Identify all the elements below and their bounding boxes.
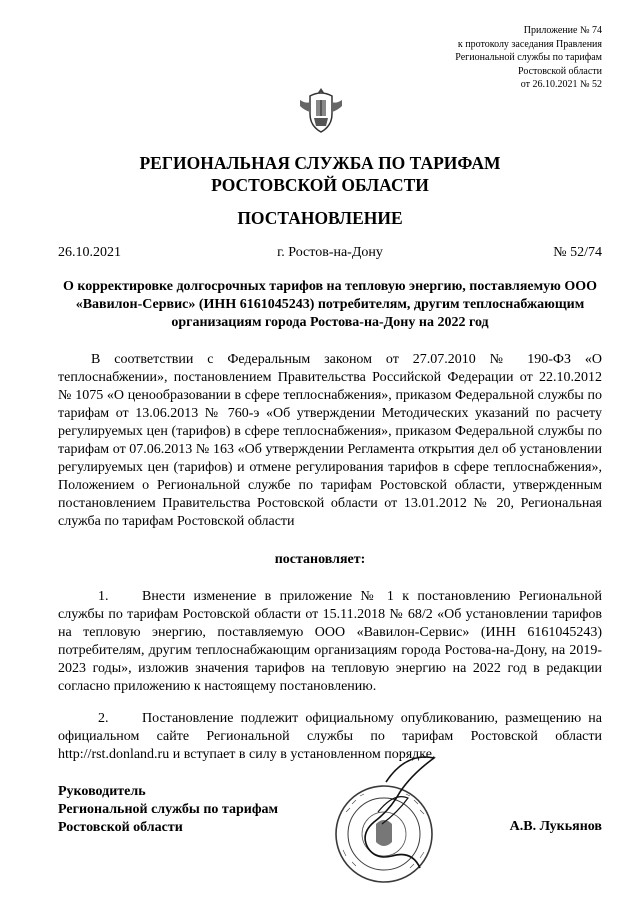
document-type: ПОСТАНОВЛЕНИЕ bbox=[237, 208, 403, 228]
item-number: 1. bbox=[98, 589, 109, 604]
official-seal-stamp bbox=[316, 752, 446, 887]
document-city: г. Ростов-на-Дону bbox=[277, 245, 383, 260]
document-number: № 52/74 bbox=[553, 245, 602, 260]
resolution-item bbox=[58, 588, 602, 696]
annex-line: к протоколу заседания Правления bbox=[457, 38, 602, 50]
item-text: Постановление подлежит официальному опубликованию, размещению на официальном сайте Региональной службы по тарифам Ростовской области http://rst.donland.ru и вступает в силу в установленном порядке. bbox=[58, 711, 602, 762]
signatory-position bbox=[58, 783, 278, 837]
annex-line: от 26.10.2021 № 52 bbox=[520, 79, 602, 90]
position-line: Ростовской области bbox=[58, 820, 183, 835]
agency-title-line: РОСТОВСКОЙ ОБЛАСТИ bbox=[211, 175, 429, 195]
agency-title bbox=[0, 152, 640, 196]
document-date: 26.10.2021 bbox=[58, 245, 121, 260]
annex-line: Приложение № 74 bbox=[523, 25, 602, 36]
position-line: Региональной службы по тарифам bbox=[58, 802, 279, 817]
item-text: Внести изменение в приложение № 1 к постановлению Региональной службы по тарифам Ростовской области от 15.11.2018 № 68/2 «Об установлении тарифов на тепловую энергию, поставляемую ООО «Вавилон-Сервис» (ИНН 6161045243) потребителям, другим теплоснабжающим организациям города Ростова-на-Дону, на 2019-2023 годы», изложив значения тарифов на тепловую энергию на 2022 год в редакции согласно приложению к настоящему постановлению. bbox=[58, 589, 602, 694]
agency-title-line: РЕГИОНАЛЬНАЯ СЛУЖБА ПО ТАРИФАМ bbox=[139, 153, 501, 173]
document-subject: О корректировке долгосрочных тарифов на тепловую энергию, поставляемую ООО «Вавилон-Сервис» (ИНН 6161045243) потребителям, другим теплоснабжающим организациям города Ростова-на-Дону на 2022 год bbox=[62, 279, 598, 330]
coat-of-arms-emblem bbox=[296, 86, 346, 136]
signer-name: А.В. Лукьянов bbox=[509, 819, 602, 834]
annex-line: Региональной службы по тарифам bbox=[455, 52, 602, 63]
annex-note bbox=[455, 24, 602, 92]
position-line: Руководитель bbox=[58, 784, 146, 799]
resolves-heading: постановляет: bbox=[274, 552, 366, 567]
annex-line: Ростовской области bbox=[518, 65, 602, 77]
item-number: 2. bbox=[98, 711, 109, 726]
preamble-paragraph: В соответствии с Федеральным законом от 27.07.2010 № 190-ФЗ «О теплоснабжении», постановлением Правительства Российской Федерации от 22.10.2012 № 1075 «О ценообразовании в сфере теплоснабжения», приказом Федеральной службы по тарифам от 13.06.2013 № 760-э «Об утверждении Методических указаний по расчету регулируемых цен (тарифов) в сфере теплоснабжения», приказом Федеральной службы по тарифам от 07.06.2013 № 163 «Об утверждении Регламента открытия дел об установлении регулируемых цен (тарифов) и отмене регулирования тарифов в сфере теплоснабжения», Положением о Региональной службе по тарифам Ростовской области, утвержденным постановлением Правительства Ростовской области от 13.01.2012 № 20, Региональная служба по тарифам Ростовской области bbox=[58, 352, 602, 529]
document-meta bbox=[58, 245, 602, 263]
